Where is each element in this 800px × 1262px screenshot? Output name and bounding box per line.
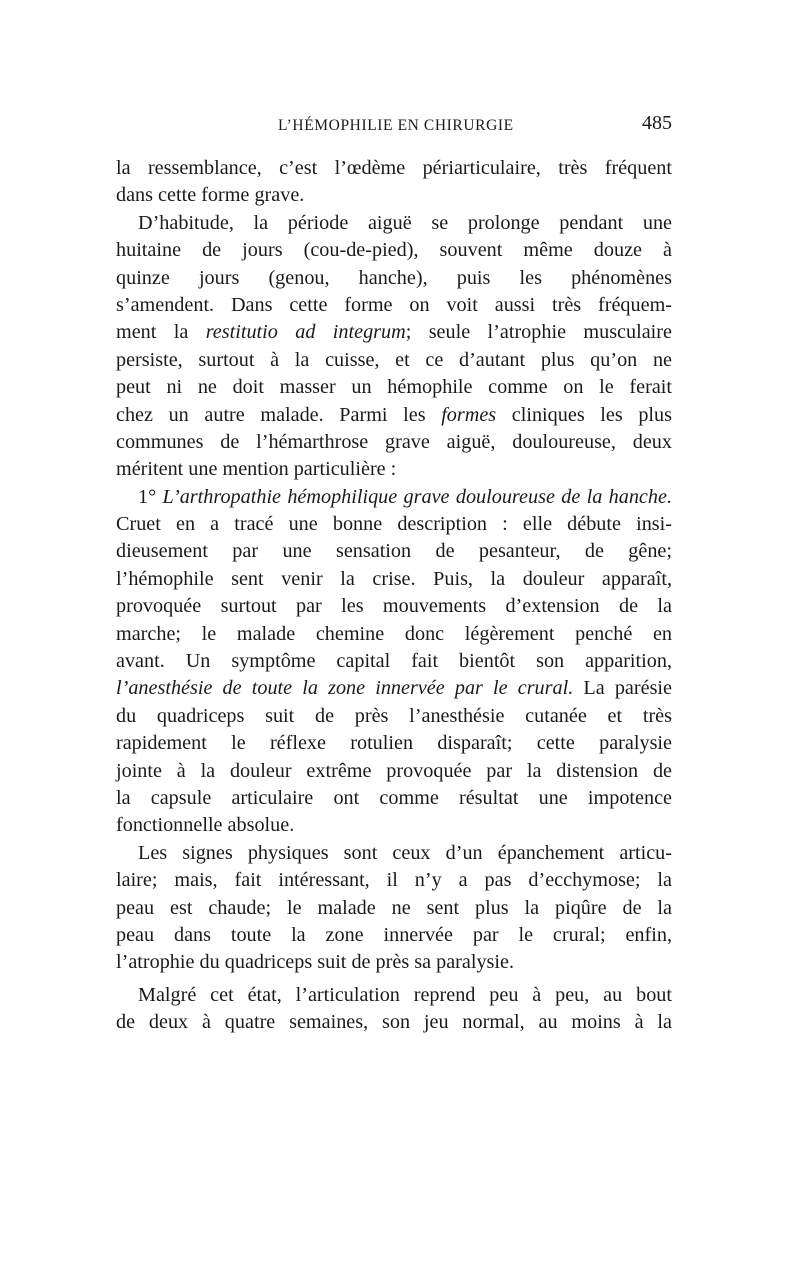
text-line: l’hémophile sent venir la crise. Puis, la douleur apparaît, bbox=[116, 567, 672, 590]
text-line: méritent une mention particulière : bbox=[116, 458, 397, 481]
text-line: Cruet en a tracé une bonne description : elle débute insi- bbox=[116, 513, 672, 536]
text-line: communes de l’hémarthrose grave aiguë, douloureuse, deux bbox=[116, 430, 672, 453]
text-line: persiste, surtout à la cuisse, et ce d’autant plus qu’on ne bbox=[116, 348, 672, 371]
italic-phrase: restitutio ad integrum bbox=[205, 321, 406, 344]
text-line: provoquée surtout par les mouvements d’extension de la bbox=[116, 595, 672, 618]
text-line: peau est chaude; le malade ne sent plus la piqûre de la bbox=[116, 896, 672, 919]
text-line: D’habitude, la période aiguë se prolonge pendant une bbox=[138, 211, 672, 234]
page-number: 485 bbox=[642, 112, 672, 134]
text-line: Malgré cet état, l’articulation reprend peu à peu, au bout bbox=[138, 983, 672, 1006]
text-line: du quadriceps suit de près l’anesthésie cutanée et très bbox=[116, 704, 672, 727]
text-line: Les signes physiques sont ceux d’un épanchement articu- bbox=[138, 841, 672, 864]
text-line: dieusement par une sensation de pesanteur, de gêne; bbox=[116, 540, 672, 563]
text-run: La parésie bbox=[573, 677, 672, 700]
text-line: avant. Un symptôme capital fait bientôt son apparition, bbox=[116, 650, 672, 673]
text-line: de deux à quatre semaines, son jeu normal, au moins à la bbox=[116, 1011, 672, 1034]
text-line: quinze jours (genou, hanche), puis les phénomènes bbox=[116, 266, 672, 289]
text-line: l’atrophie du quadriceps suit de près sa paralysie. bbox=[116, 951, 515, 974]
text-run: ; seule l’atrophie musculaire bbox=[405, 321, 672, 344]
text-line: rapidement le réflexe rotulien disparaît; cette paralysie bbox=[116, 732, 672, 755]
text-line bbox=[116, 402, 672, 429]
list-number: 1° bbox=[138, 485, 163, 508]
text-line: marche; le malade chemine donc légèrement penché en bbox=[116, 622, 672, 645]
text-line: la ressemblance, c’est l’œdème périarticulaire, très fréquent bbox=[116, 157, 672, 179]
running-title: L’HÉMOPHILIE EN CHIRURGIE bbox=[278, 117, 514, 134]
italic-phrase: formes bbox=[441, 403, 497, 426]
text-line bbox=[116, 484, 672, 511]
text-line: peau dans toute la zone innervée par le crural; enfin, bbox=[116, 923, 672, 946]
text-line: peut ni ne doit masser un hémophile comme on le ferait bbox=[116, 376, 672, 399]
text-line: la capsule articulaire ont comme résultat une impotence bbox=[116, 786, 672, 809]
text-run: chez un autre malade. Parmi les bbox=[116, 403, 442, 426]
text-run: ment la bbox=[116, 321, 206, 344]
text-line: dans cette forme grave. bbox=[116, 184, 305, 207]
text-run: cliniques les plus bbox=[496, 403, 672, 426]
text-line: s’amendent. Dans cette forme on voit aussi très fréquem- bbox=[116, 293, 672, 316]
italic-phrase: l’anesthésie de toute la zone innervée par le crural. bbox=[116, 677, 574, 700]
page-header bbox=[116, 112, 672, 142]
text-line bbox=[116, 319, 672, 346]
text-line: huitaine de jours (cou-de-pied), souvent même douze à bbox=[116, 239, 672, 262]
text-line: fonctionnelle absolue. bbox=[116, 814, 295, 837]
text-line bbox=[116, 675, 672, 702]
text-line: laire; mais, fait intéressant, il n’y a pas d’ecchymose; la bbox=[116, 869, 672, 892]
text-line: jointe à la douleur extrême provoquée par la distension de bbox=[116, 759, 672, 782]
italic-heading: L’arthropathie hémophilique grave douloureuse de la hanche. bbox=[162, 485, 672, 508]
body-text bbox=[116, 155, 672, 1037]
